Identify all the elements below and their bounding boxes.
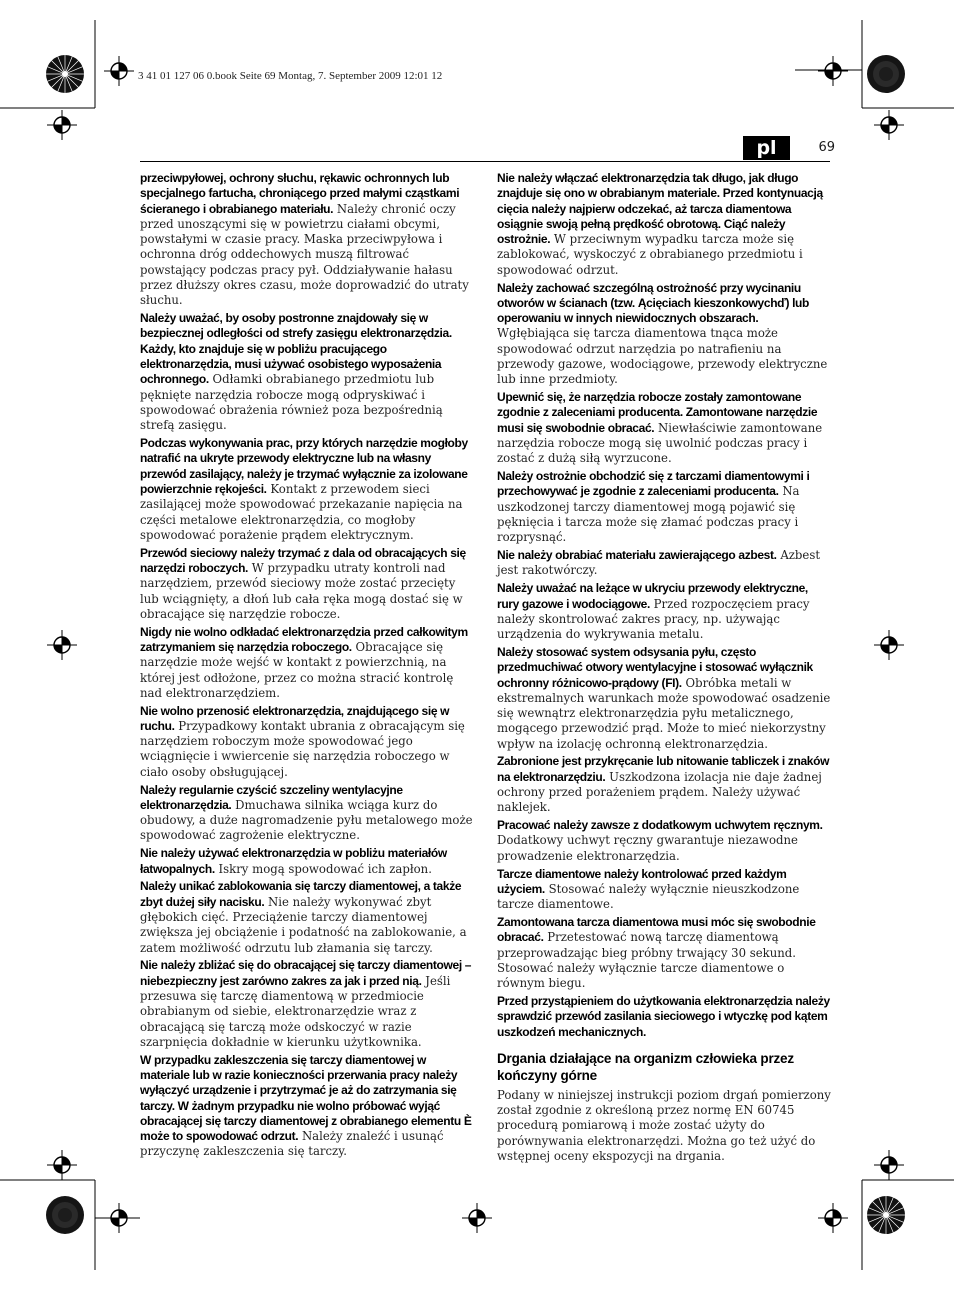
paragraph-body: Obracające się narzędzie może wejść w kontakt z powierzchnią, na której jest odłożone, przez co można stracić kontrolę nad elektronarzędziem. — [140, 639, 454, 700]
registration-mark-icon — [47, 1150, 77, 1180]
paragraph-body: Przed rozpoczęciem pracy należy skontrolować zakres pracy, np. używając urządzenia do wykrywania metalu. — [497, 596, 810, 642]
paragraph-body: Dmuchawa silnika wciąga kurz do obudowy, a duże nagromadzenie pyłu metalowego może spowodować zagrożenie elektryczne. — [140, 797, 473, 843]
paragraph-lead: Należy stosować system odsysania pyłu, często przedmuchiwać otwory wentylacyjne i stosować wyłącznik ochronny różnicowo-prądowy (FI). — [497, 644, 813, 690]
safety-paragraph — [497, 581, 831, 642]
registration-mark-icon — [874, 1150, 904, 1180]
paragraph-body: Na uszkodzonej tarczy diamentowej mogą pojawić się pęknięcia i tarcza może się złamać podczas pracy i rozprysnąć. — [497, 484, 800, 545]
paragraph-body: Przetestować nową tarczę diamentową przeprowadzając bieg próbny trwający 30 sekund. Stosować należy wyłącznie tarcze diamentowe o równym biegu. — [497, 930, 796, 991]
section-body: Podany w niniejszej instrukcji poziom drgań pomierzony został zgodnie z określoną przez normę EN 60745 procedurą pomiarową i może zostać użyty do porównywania elektronarzędzi. Można go też użyć do wstępnej oceny ekspozycji na drgania. — [497, 1087, 831, 1164]
safety-paragraph — [140, 436, 474, 543]
paragraph-body: Niewłaściwie zamontowane narzędzia robocze mogą się uwolnić podczas pracy i zostać z dużą siłą wyrzucone. — [497, 420, 823, 466]
safety-paragraph — [140, 311, 474, 433]
page-number: 69 — [818, 140, 835, 155]
registration-mark-icon — [818, 56, 848, 86]
registration-mark-icon — [104, 1203, 134, 1233]
registration-mark-icon — [874, 110, 904, 140]
registration-mark-icon — [47, 110, 77, 140]
paragraph-lead: Należy ostrożnie obchodzić się z tarczami diamentowymi i przechowywać je zgodnie z zaleceniami producenta. — [497, 469, 810, 499]
paragraph-body: Kontakt z przewodem sieci zasilającej może spowodować przekazanie napięcia na części metalowe elektronarzędzia, co mogłoby spowodować porażenie prądem elektrycznym. — [140, 481, 463, 542]
language-badge: pl — [743, 136, 790, 160]
paragraph-body: W przypadku utraty kontroli nad narzędziem, przewód sieciowy może zostać przecięty lub wciągnięty, a dłoń lub cała ręka mogą dostać się w obracające się narzędzie robocze. — [140, 560, 463, 621]
safety-paragraph — [140, 1053, 474, 1160]
starburst-calibration-icon — [45, 54, 85, 94]
starburst-calibration-icon — [866, 1195, 906, 1235]
registration-mark-icon — [462, 1203, 492, 1233]
safety-paragraph — [140, 704, 474, 780]
paragraph-lead: Należy uważać na leżące w ukryciu przewody elektryczne, rury gazowe i wodociągowe. — [497, 581, 808, 611]
safety-paragraph — [140, 546, 474, 622]
paragraph-body: Uszkodzona izolacja nie daje żadnej ochrony przed porażeniem prądem. Należy używać naklejek. — [497, 769, 822, 815]
paragraph-lead: Nie należy włączać elektronarzędzia tak długo, jak długo znajduje się ono w obrabianym materiale. Przed kontynuacją cięcia należy najpierw odczekać, aż tarcza diamentowa osiągnie swoją pełną prędkość obrotową. Ciąć należy ostrożnie. — [497, 171, 823, 247]
section-heading: Drgania działające na organizm człowieka przez kończyny górne — [497, 1050, 794, 1083]
paragraph-body: Obróbka metali w ekstremalnych warunkach może spowodować osadzenie się wewnątrz elektronarzędzia pyłu metalicznego, mogącego przewodzić prąd. Może to mieć niekorzystny wpływ na izolację ochronną elektronarzędzia. — [497, 675, 831, 751]
paragraph-lead: Pracować należy zawsze z dodatkowym uchwytem ręcznym. — [497, 818, 823, 833]
paragraph-lead: Należy regularnie czyścić szczeliny wentylacyjne elektronarzędzia. — [140, 782, 403, 812]
paragraph-body: Nie należy wykonywać zbyt głębokich cięć. Przeciążenie tarczy diamentowej zwiększa jej obciążenie i podatność na zablokowanie, a zatem możliwość odrzutu lub złamania się tarczy. — [140, 894, 467, 955]
paragraph-lead: Zamontowana tarcza diamentowa musi móc się swobodnie obracać. — [497, 914, 816, 945]
paragraph-lead: Upewnić się, że narzędzia robocze zostały zamontowane zgodnie z zaleceniami producenta. Zamontowane narzędzie musi się swobodnie obracać. — [497, 390, 818, 435]
safety-paragraph — [140, 879, 474, 955]
paragraph-lead: Zabronione jest przykręcanie lub nitowanie tabliczek i znaków na elektronarzędziu. — [497, 754, 830, 784]
paragraph-lead: Nigdy nie wolno odkładać elektronarzędzia przed całkowitym zatrzymaniem się narzędzia roboczego. — [140, 624, 468, 654]
safety-paragraph — [140, 846, 474, 877]
registration-mark-icon — [104, 56, 134, 86]
paragraph-body: Wgłębiająca się tarcza diamentowa tnąca może spowodować odrzut narzędzia po natrafieniu na przewody gazowe, wodociągowe, przewody elektryczne lub inne przedmioty. — [497, 326, 828, 387]
paragraph-lead: Podczas wykonywania prac, przy których narzędzie mogłoby natrafić na ukryte przewody elektryczne lub na własny przewód zasilający, należy je trzymać wyłącznie za izolowane powierzchnie rękojeści. — [140, 436, 468, 496]
paragraph-body: Dodatkowy uchwyt ręczny gwarantuje niezawodne prowadzenie elektronarzędzia. — [497, 833, 798, 863]
right-column — [497, 171, 831, 1167]
paragraph-body: Azbest jest rakotwórczy. — [497, 548, 821, 578]
paragraph-body: W przeciwnym wypadku tarcza może się zablokować, wyskoczyć z obrabianego przedmiotu i spowodować odrzut. — [497, 232, 803, 277]
safety-paragraph — [497, 548, 831, 579]
safety-paragraph — [497, 818, 831, 864]
safety-paragraph — [497, 754, 831, 815]
paragraph-body: Należy znaleźć i usunąć przyczynę zakleszczenia się tarczy. — [140, 1129, 444, 1159]
safety-paragraph — [140, 783, 474, 844]
paragraph-lead: Należy uważać, by osoby postronne znajdowały się w bezpiecznej odległości od strefy zasięgu elektronarzędzia. Każdy, kto znajduje się w pobliżu pracującego elektronarzędzia, musi używać osobistego wyposażenia ochronnego. — [140, 311, 452, 387]
paragraph-lead: Należy unikać zablokowania się tarczy diamentowej, a także zbyt dużej siły nacisku. — [140, 879, 462, 909]
solid-calibration-disc-icon — [45, 1195, 85, 1235]
paragraph-body: Jeśli przesuwa się tarczę diamentową w przedmiocie obrabianym od siebie, elektronarzędzie wraz z obracającą się tarczą może odskoczyć w razie szarpnięcia dokładnie w kierunku użytkownika. — [140, 973, 451, 1049]
print-slug-line: 3 41 01 127 06 0.book Seite 69 Montag, 7. September 2009 12:01 12 — [138, 70, 443, 82]
safety-paragraph — [497, 645, 831, 752]
header-rule — [140, 161, 830, 162]
safety-paragraph — [497, 994, 831, 1040]
solid-calibration-disc-icon — [866, 54, 906, 94]
registration-mark-icon — [874, 630, 904, 660]
safety-paragraph — [140, 625, 474, 701]
paragraph-lead: Należy zachować szczególną ostrożność przy wycinaniu otworów w ścianach (tzw. Ącięciach kieszonkowychď) lub operowaniu w innych niewidocznych obszarach. — [497, 280, 810, 326]
paragraph-lead: Tarcze diamentowe należy kontrolować przed każdym użyciem. — [497, 866, 787, 896]
safety-paragraph — [497, 915, 831, 991]
safety-paragraph — [497, 867, 831, 913]
paragraph-body: Odłamki obrabianego przedmiotu lub pęknięte narzędzia robocze mogą odpryskiwać i spowodować obrażenia również poza bezpośrednią strefą zasięgu. — [140, 372, 443, 433]
registration-mark-icon — [818, 1203, 848, 1233]
paragraph-body: Należy chronić oczy przed unoszącymi się w powietrzu ciałami obcymi, powstałymi w czasie pracy. Maska przeciwpyłowa i ochronna dróg oddechowych muszą filtrować powstający podczas pracy pył. Oddziaływanie hałasu przez dłuższy okres czasu, może doprowadzić do utraty słuchu. — [140, 201, 469, 308]
paragraph-lead: Nie należy zbliżać się do obracającej się tarczy diamentowej – niebezpieczny jest zarówno zakres za jak i przed nią. — [140, 958, 472, 988]
safety-paragraph — [497, 469, 831, 545]
paragraph-lead: przeciwpyłowej, ochrony słuchu, rękawic ochronnych lub specjalnego fartucha, chroniącego przed małymi cząstkami ścieranego i obrabianego materiału. — [140, 171, 460, 216]
paragraph-body: Przypadkowy kontakt ubrania z obracającym się narzędziem roboczym może spowodować jego wciągnięcie i wwiercenie się narzędzia roboczego w ciało osoby obsługującej. — [140, 718, 465, 779]
paragraph-body: Iskry mogą spowodować ich zapłon. — [214, 861, 432, 876]
paragraph-lead: Przed przystąpieniem do użytkowania elektronarzędzia należy sprawdzić przewód zasilania sieciowego i wtyczkę pod kątem uszkodzeń mechanicznych. — [497, 993, 830, 1039]
safety-paragraph — [497, 390, 831, 466]
paragraph-lead: Przewód sieciowy należy trzymać z dala od obracających się narzędzi roboczych. — [140, 545, 466, 575]
paragraph-body: Stosować należy wyłącznie nieuszkodzone tarcze diamentowe. — [497, 881, 800, 912]
safety-paragraph — [140, 171, 474, 309]
paragraph-lead: Nie należy obrabiać materiału zawierającego azbest. — [497, 548, 777, 563]
paragraph-lead: W przypadku zakleszczenia się tarczy diamentowej w materiale lub w razie konieczności przerwania pracy należy wyłączyć urządzenie i przytrzymać je aż do zatrzymania się tarczy. W żadnym przypadku nie wolno próbować wyjąć obracającej się tarczy diamentowej z obrabianego elementu È może to spowodować odrzut. — [140, 1052, 472, 1144]
paragraph-lead: Nie należy używać elektronarzędzia w pobliżu materiałów łatwopalnych. — [140, 846, 447, 876]
safety-paragraph — [140, 958, 474, 1050]
paragraph-lead: Nie wolno przenosić elektronarzędzia, znajdującego się w ruchu. — [140, 703, 450, 733]
safety-paragraph — [497, 281, 831, 388]
safety-paragraph — [497, 171, 831, 278]
registration-mark-icon — [47, 630, 77, 660]
left-column — [140, 171, 474, 1162]
